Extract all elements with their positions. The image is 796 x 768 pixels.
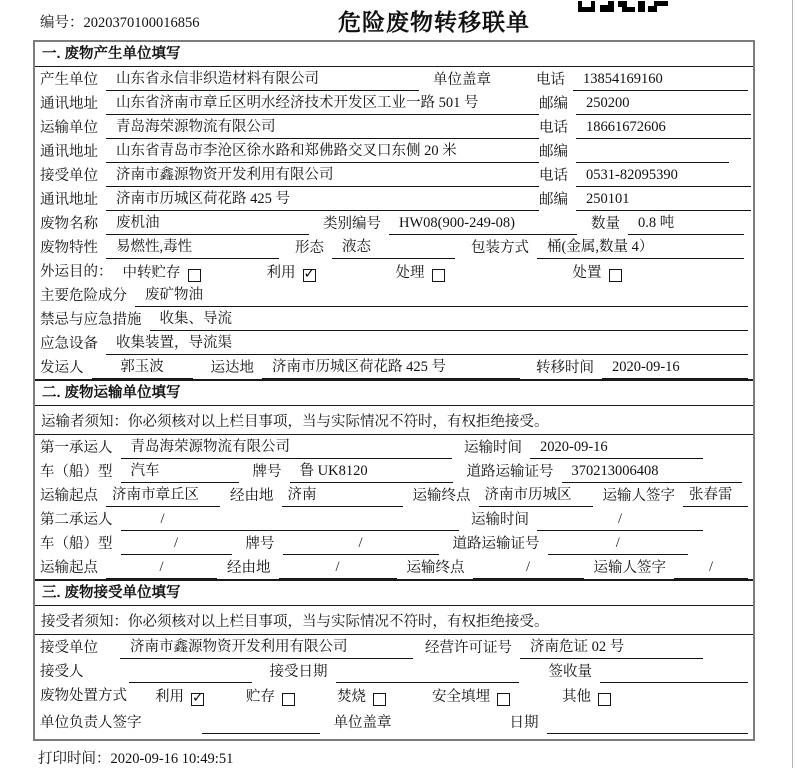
accept-date-label: 接受日期 — [269, 664, 328, 680]
purpose-option-transfer-storage — [123, 261, 201, 283]
qr-code-fragment-icon — [578, 0, 668, 17]
taboo-value: 收集、导流 — [150, 307, 749, 331]
serial-number-line — [40, 11, 200, 32]
transporter-value: 青岛海荣源物流有限公司 — [106, 115, 539, 139]
checkbox-transfer-storage — [188, 269, 201, 282]
sign-qty-label: 签收量 — [548, 664, 592, 680]
page-title: 危险废物转移联单 — [338, 9, 530, 35]
qty-value: 0.8 吨 — [628, 211, 744, 235]
unit-stamp2-label: 单位盖章 — [333, 715, 392, 731]
via1-value: 济南 — [282, 483, 403, 507]
transporter-notice-text: 你必须核对以上栏目事项，当与实际情况不符时，有权拒绝接受。 — [128, 413, 549, 430]
phone-group — [536, 68, 748, 91]
zip3-group — [539, 188, 751, 211]
receiver-notice-text: 你必须核对以上栏目事项，当与实际情况不符时，有权拒绝接受。 — [128, 613, 549, 630]
row-manager-sign — [35, 707, 753, 739]
accept-unit-value: 济南市鑫源物资开发利用有限公司 — [120, 635, 413, 659]
sign2-value: / — [674, 559, 748, 579]
producer-value: 山东省永信非织造材料有限公司 — [106, 67, 419, 91]
via2-value: / — [279, 559, 397, 579]
purpose-option-utilize — [267, 261, 316, 283]
disposal-option-utilize — [155, 685, 204, 707]
row-vehicle2 — [35, 531, 753, 555]
producer-label: 产生单位 — [40, 72, 98, 88]
serial-label: 编号： — [40, 15, 84, 31]
shipper-value: 郭玉波 — [92, 355, 193, 379]
purpose-option-treat-label: 处理 — [395, 265, 425, 281]
carrier1-value: 青岛海荣源物流有限公司 — [121, 435, 453, 459]
dest-label: 运达地 — [210, 360, 254, 376]
addr1-value: 山东省济南市章丘区明水经济技术开发区工业一路 501 号 — [106, 91, 539, 115]
zip2-label: 邮编 — [539, 144, 568, 160]
plate2-value: / — [283, 535, 439, 555]
category-value: HW08(900-249-08) — [389, 215, 577, 235]
row-vehicle1 — [35, 459, 753, 483]
waste-name-value: 废机油 — [106, 211, 309, 235]
print-time-label: 打印时间： — [38, 751, 111, 767]
phone3-group — [539, 164, 751, 187]
dest-value: 济南市历城区荷花路 425 号 — [262, 355, 520, 379]
phone2-label: 电话 — [539, 120, 568, 136]
end2-value: / — [473, 559, 584, 579]
addr3-value: 济南市历城区荷花路 425 号 — [106, 187, 539, 211]
zip2-group — [539, 140, 751, 163]
row-producer-address — [35, 91, 753, 115]
row-accept-unit — [35, 635, 753, 659]
row-route2 — [35, 555, 753, 579]
origin1-value: 济南市章丘区 — [106, 483, 220, 507]
shipper-label: 发运人 — [40, 360, 84, 376]
sign2-label: 运输人签字 — [593, 560, 666, 576]
date-value — [547, 731, 749, 734]
form-value: 液态 — [332, 235, 455, 259]
carrier1-label: 第一承运人 — [40, 440, 113, 456]
waste-name-label: 废物名称 — [40, 216, 98, 232]
row-purpose — [35, 259, 753, 283]
time1-value: 2020-09-16 — [530, 439, 703, 459]
phone3-value: 0531-82095390 — [576, 167, 751, 187]
row-equipment — [35, 331, 753, 355]
origin2-label: 运输起点 — [40, 560, 98, 576]
carrier2-label: 第二承运人 — [40, 512, 113, 528]
qty-label: 数量 — [591, 216, 620, 232]
time2-label: 运输时间 — [471, 512, 529, 528]
disposal-option-other — [562, 685, 611, 707]
row-producer — [35, 67, 753, 91]
phone3-label: 电话 — [539, 168, 568, 184]
form-label: 形态 — [295, 240, 324, 256]
category-label: 类别编号 — [323, 216, 381, 232]
row-shipper — [35, 355, 753, 379]
carrier2-value: / — [121, 511, 460, 531]
phone1-value: 13854169160 — [573, 71, 748, 91]
transporter-notice-label: 运输者须知： — [41, 413, 128, 430]
end1-value: 济南市历城区 — [479, 483, 593, 507]
purpose-option-dispose — [573, 261, 622, 283]
row-acceptor — [35, 659, 753, 683]
disposal-option-incinerate — [337, 685, 386, 707]
disposal-option-incinerate-label: 焚烧 — [337, 689, 366, 705]
hazard-label: 主要危险成分 — [40, 288, 127, 304]
section1-title: 一. 废物产生单位填写 — [35, 42, 753, 67]
page-right-edge — [792, 0, 793, 768]
transfer-time-value: 2020-09-16 — [602, 359, 748, 379]
phone2-value: 18661672606 — [576, 119, 751, 139]
plate2-label: 牌号 — [245, 536, 275, 552]
time1-label: 运输时间 — [464, 440, 522, 456]
row-carrier1 — [35, 435, 753, 459]
purpose-option-treat — [396, 261, 445, 283]
disposal-option-other-label: 其他 — [562, 689, 591, 705]
row-disposal — [35, 683, 753, 707]
zip1-value: 250200 — [576, 95, 751, 115]
plate1-value: 鲁 UK8120 — [290, 459, 453, 483]
road-cert2-label: 道路运输证号 — [452, 536, 540, 552]
disposal-option-utilize-label: 利用 — [155, 689, 184, 705]
road-cert2-value: / — [548, 535, 689, 555]
phone2-group — [539, 116, 751, 139]
checkbox-disposal-other — [598, 693, 611, 706]
origin2-value: / — [106, 559, 217, 579]
road-cert1-value: 370213006408 — [562, 463, 743, 483]
hazard-value: 废矿物油 — [135, 283, 748, 307]
disposal-option-storage-label: 贮存 — [246, 689, 275, 705]
row-hazard — [35, 283, 753, 307]
addr3-label: 通讯地址 — [40, 192, 98, 208]
row-receiver — [35, 163, 753, 187]
taboo-label: 禁忌与应急措施 — [40, 312, 142, 328]
serial-value: 2020370100016856 — [83, 15, 200, 31]
road-cert1-label: 道路运输证号 — [466, 464, 554, 480]
sign1-label: 运输人签字 — [602, 488, 675, 504]
row-transporter — [35, 115, 753, 139]
acceptor-value — [129, 680, 252, 683]
receiver-notice-label: 接受者须知： — [41, 613, 128, 630]
disposal-label: 废物处置方式 — [40, 688, 127, 704]
acceptor-label: 接受人 — [40, 664, 84, 680]
receiver-notice — [35, 606, 753, 635]
character-label: 废物特性 — [40, 240, 98, 256]
print-time-line — [38, 747, 233, 768]
print-time-value: 2020-09-16 10:49:51 — [110, 751, 234, 767]
packing-label: 包装方式 — [471, 240, 529, 256]
plate1-label: 牌号 — [252, 464, 282, 480]
accept-unit-label: 接受单位 — [40, 640, 98, 656]
zip3-label: 邮编 — [539, 192, 568, 208]
equipment-value: 收集装置，导流渠 — [106, 331, 748, 355]
checkbox-disposal-utilize — [191, 693, 204, 706]
vehicle2-value: / — [121, 535, 232, 555]
date-label: 日期 — [509, 715, 539, 731]
row-transporter-address — [35, 139, 753, 163]
section3-title: 三. 废物接受单位填写 — [35, 581, 753, 606]
row-taboo — [35, 307, 753, 331]
receiver-value: 济南市鑫源物资开发利用有限公司 — [106, 163, 539, 187]
checkbox-treat — [432, 269, 445, 282]
equipment-label: 应急设备 — [40, 336, 98, 352]
addr1-label: 通讯地址 — [40, 96, 98, 112]
manifest-form — [33, 40, 755, 741]
zip3-value: 250101 — [576, 191, 751, 211]
disposal-option-storage — [246, 685, 295, 707]
time2-value: / — [537, 511, 703, 531]
addr2-label: 通讯地址 — [40, 144, 98, 160]
origin1-label: 运输起点 — [40, 488, 98, 504]
character-value: 易燃性,毒性 — [106, 235, 279, 259]
purpose-option-utilize-label: 利用 — [266, 265, 296, 281]
checkbox-utilize — [303, 269, 316, 282]
phone1-label: 电话 — [536, 72, 565, 88]
disposal-option-landfill-label: 安全填埋 — [432, 689, 490, 705]
manager-sign-label: 单位负责人签字 — [40, 715, 142, 731]
via1-label: 经由地 — [230, 488, 274, 504]
end2-label: 运输终点 — [406, 560, 465, 576]
zip2-value — [576, 160, 729, 163]
section-receiver — [35, 579, 753, 739]
checkbox-disposal-storage — [282, 693, 295, 706]
row-waste-name — [35, 211, 753, 235]
zip1-label: 邮编 — [539, 96, 568, 112]
section-transporter — [35, 379, 753, 579]
packing-value: 桶(金属,数量 4） — [537, 235, 744, 259]
sign-qty-value — [600, 680, 748, 683]
section2-title: 二. 废物运输单位填写 — [35, 381, 753, 406]
checkbox-dispose — [609, 269, 622, 282]
end1-label: 运输终点 — [412, 488, 471, 504]
row-receiver-address — [35, 187, 753, 211]
receiver-label: 接受单位 — [40, 168, 98, 184]
transporter-notice — [35, 406, 753, 435]
unit-stamp-label: 单位盖章 — [433, 72, 491, 88]
transporter-label: 运输单位 — [40, 120, 98, 136]
via2-label: 经由地 — [227, 560, 271, 576]
zip1-group — [539, 92, 751, 115]
section-producer — [35, 42, 753, 379]
checkbox-disposal-incinerate — [373, 693, 386, 706]
purpose-option-transfer-storage-label: 中转贮存 — [122, 265, 181, 281]
license-label: 经营许可证号 — [425, 640, 512, 656]
manager-sign-value — [202, 731, 320, 734]
vehicle1-label: 车（船）型 — [40, 464, 113, 480]
sign1-value: 张春雷 — [683, 483, 748, 507]
checkbox-disposal-landfill — [497, 693, 510, 706]
transfer-time-label: 转移时间 — [536, 360, 594, 376]
purpose-label: 外运目的： — [40, 264, 113, 280]
purpose-option-dispose-label: 处置 — [572, 265, 602, 281]
row-waste-character — [35, 235, 753, 259]
license-value: 济南危证 02 号 — [520, 635, 703, 659]
addr2-value: 山东省青岛市李沧区徐水路和郑佛路交叉口东侧 20 米 — [106, 139, 539, 163]
row-carrier2 — [35, 507, 753, 531]
vehicle1-value: 汽车 — [121, 459, 239, 483]
disposal-option-landfill — [432, 685, 510, 707]
row-route1 — [35, 483, 753, 507]
vehicle2-label: 车（船）型 — [40, 536, 113, 552]
accept-date-value — [336, 680, 519, 683]
